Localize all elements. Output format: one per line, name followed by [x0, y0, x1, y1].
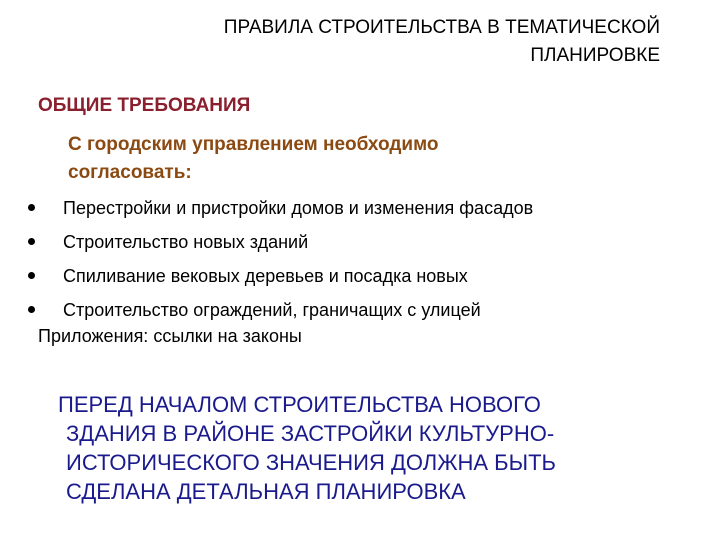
notice-line-1: ПЕРЕД НАЧАЛОМ СТРОИТЕЛЬСТВА НОВОГО	[58, 392, 541, 417]
page-title	[140, 14, 660, 70]
list-item-text: Перестройки и пристройки домов и изменения фасадов	[63, 198, 534, 218]
list-item	[28, 262, 708, 296]
list-item-text: Строительство ограждений, граничащих с улицей	[63, 300, 481, 320]
bullet-icon	[28, 272, 35, 279]
section-intro-line-2: согласовать:	[68, 162, 192, 183]
notice-line-2: ЗДАНИЯ В РАЙОНЕ ЗАСТРОЙКИ КУЛЬТУРНО-	[66, 421, 555, 446]
bullet-icon	[28, 238, 35, 245]
section-heading: ОБЩИЕ ТРЕБОВАНИЯ	[38, 95, 251, 116]
appendix-links: Приложения: ссылки на законы	[38, 326, 302, 346]
section-intro	[68, 131, 628, 187]
page-title-line-2: ПЛАНИРОВКЕ	[530, 45, 660, 66]
notice-line-3: ИСТОРИЧЕСКОГО ЗНАЧЕНИЯ ДОЛЖНА БЫТЬ	[66, 450, 556, 475]
notice-line-4: СДЕЛАНА ДЕТАЛЬНАЯ ПЛАНИРОВКА	[66, 479, 466, 504]
list-item-text: Строительство новых зданий	[63, 232, 309, 252]
bullet-icon	[28, 306, 35, 313]
requirements-list	[28, 194, 708, 330]
list-item-text: Спиливание вековых деревьев и посадка новых	[63, 266, 468, 286]
section-intro-line-1: С городским управлением необходимо	[68, 134, 439, 155]
list-item	[28, 228, 708, 262]
bullet-icon	[28, 204, 35, 211]
list-item	[28, 194, 708, 228]
notice-block	[58, 390, 638, 506]
page-title-line-1: ПРАВИЛА СТРОИТЕЛЬСТВА В ТЕМАТИЧЕСКОЙ	[223, 17, 660, 38]
